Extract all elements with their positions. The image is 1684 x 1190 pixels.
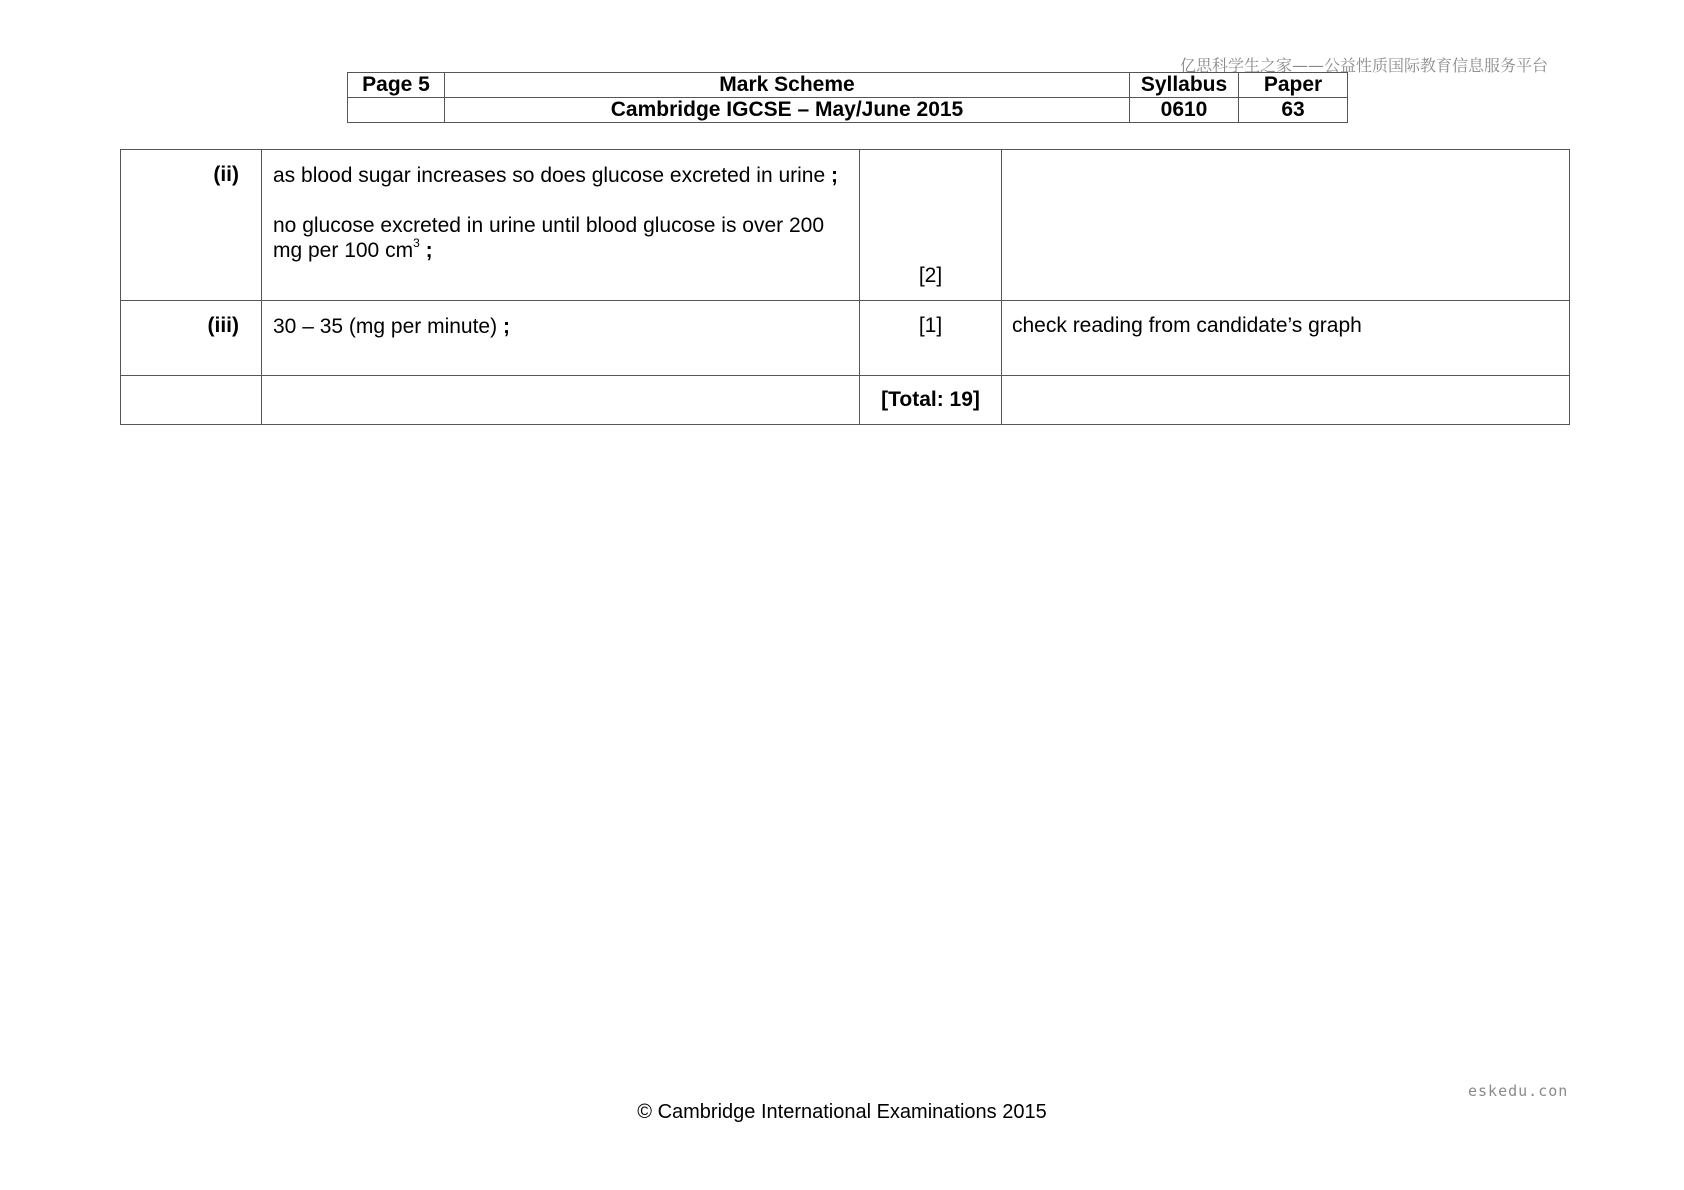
guidance-cell: check reading from candidate’s graph	[1002, 301, 1570, 376]
header-row-1	[348, 73, 1348, 98]
guidance-cell	[1002, 150, 1570, 301]
superscript: 3	[413, 236, 420, 250]
total-mark: [Total: 19]	[860, 376, 1002, 425]
mark-scheme-table	[120, 149, 1570, 425]
table-row	[121, 301, 1570, 376]
answer-text: as blood sugar increases so does glucose excreted in urine	[273, 164, 826, 187]
answer-semicolon: ;	[425, 239, 433, 262]
header-row-2	[348, 98, 1348, 123]
document-subtitle: Cambridge IGCSE – May/June 2015	[445, 98, 1130, 123]
question-number	[121, 376, 262, 425]
table-row	[121, 150, 1570, 301]
mark-cell: [2]	[860, 150, 1002, 301]
watermark-top: 亿思科学生之家——公益性质国际教育信息服务平台	[1180, 56, 1549, 75]
watermark-bottom: eskedu.con	[1468, 1082, 1569, 1100]
answer-semicolon: ;	[502, 315, 510, 338]
mark-cell: [1]	[860, 301, 1002, 376]
question-number: (ii)	[121, 150, 262, 301]
copyright-footer: © Cambridge International Examinations 2015	[637, 1101, 1047, 1123]
document-title: Mark Scheme	[445, 73, 1130, 98]
header-table	[347, 72, 1348, 123]
answer-line	[273, 163, 849, 188]
paper-label: Paper	[1239, 73, 1348, 98]
page-number-blank	[348, 98, 445, 123]
answer-cell	[262, 150, 860, 301]
paper-value: 63	[1239, 98, 1348, 123]
answer-cell	[262, 376, 860, 425]
question-number: (iii)	[121, 301, 262, 376]
answer-text: no glucose excreted in urine until blood glucose is over 200 mg per 100 cm	[273, 214, 825, 262]
syllabus-value: 0610	[1130, 98, 1239, 123]
answer-cell	[262, 301, 860, 376]
page-number: Page 5	[348, 73, 445, 98]
answer-line	[273, 213, 849, 263]
guidance-cell	[1002, 376, 1570, 425]
table-row	[121, 376, 1570, 425]
syllabus-label: Syllabus	[1130, 73, 1239, 98]
answer-semicolon: ;	[831, 164, 839, 187]
answer-text: 30 – 35 (mg per minute)	[273, 315, 498, 338]
